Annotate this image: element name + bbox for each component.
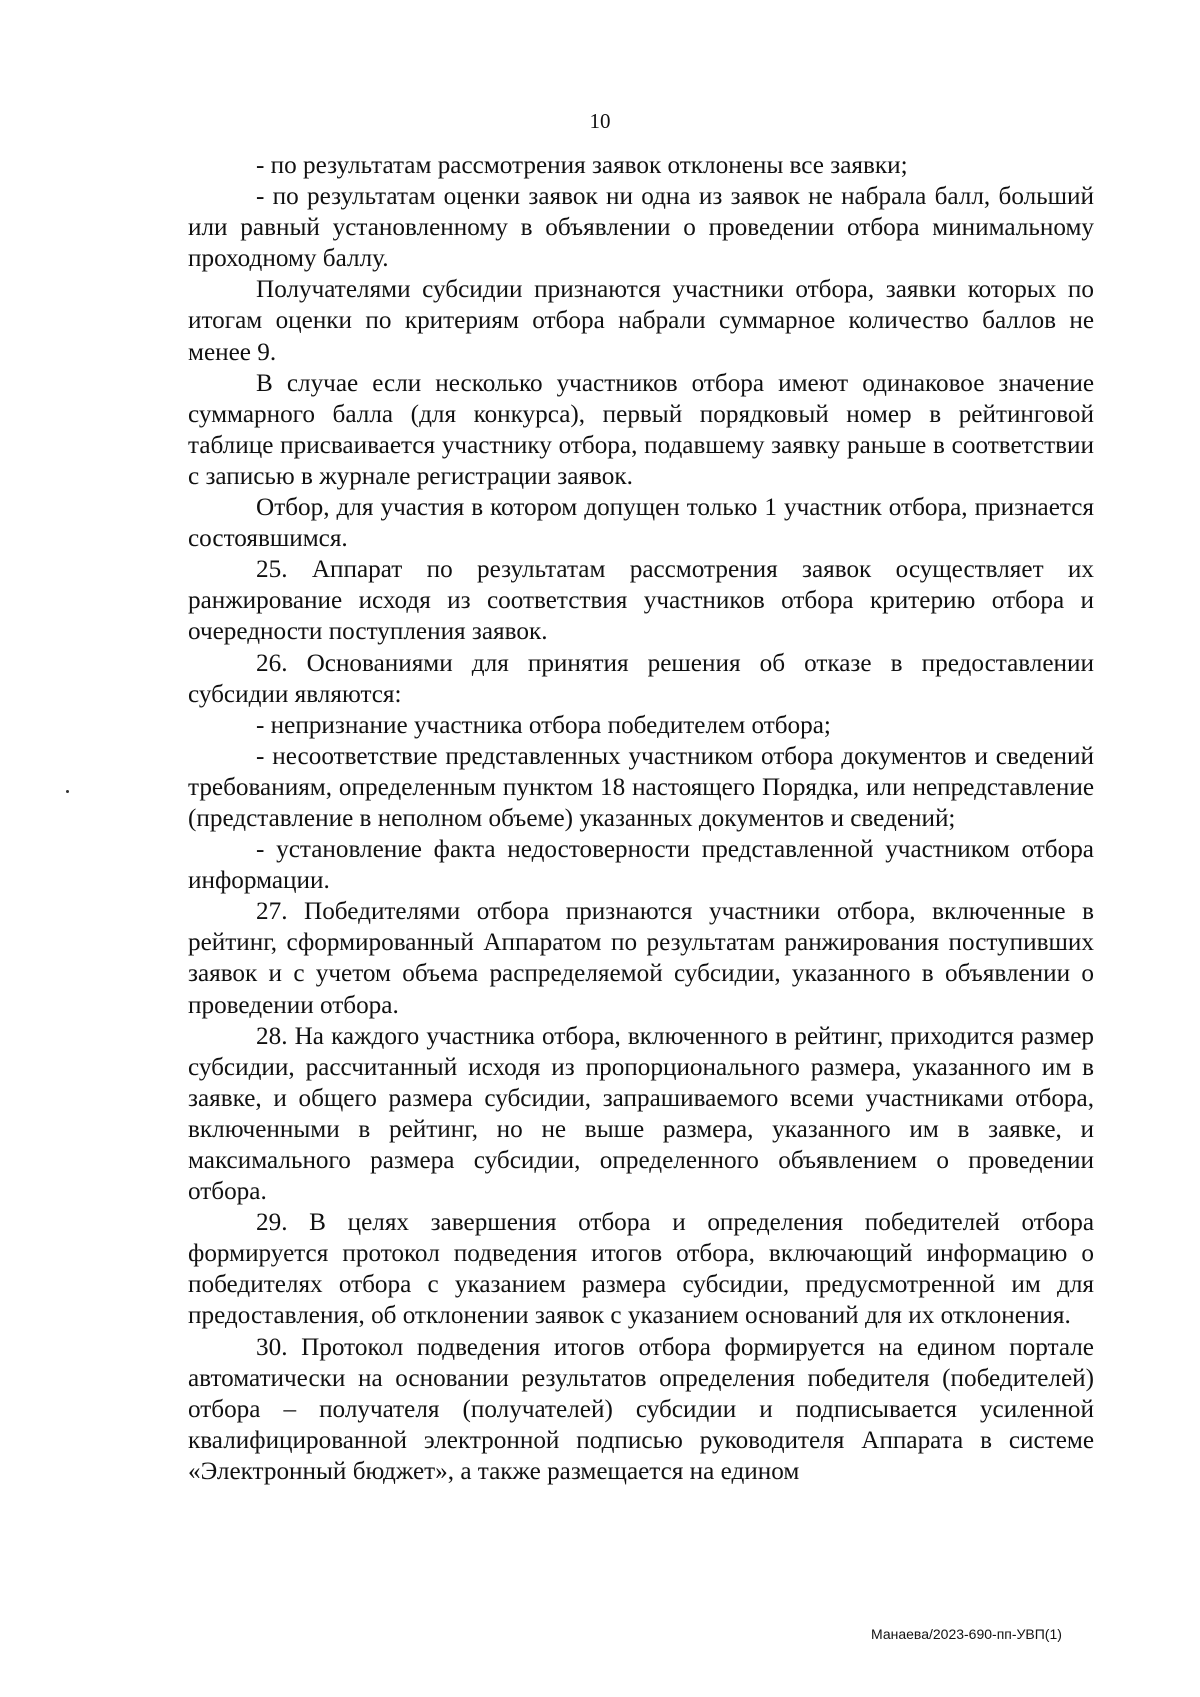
document-body: [188, 150, 1094, 1487]
margin-dot: [66, 790, 69, 793]
paragraph-not-winner: - непризнание участника отбора победителем отбора;: [256, 711, 831, 739]
paragraph-item-25: 25. Аппарат по результатам рассмотрения заявок осуществляет их ранжирование исходя из соответствия участников отбора критерию отбора и очередности поступления заявок.: [188, 556, 1094, 646]
paragraph-all-rejected: - по результатам рассмотрения заявок отклонены все заявки;: [256, 152, 908, 179]
page-number: 10: [589, 109, 611, 133]
paragraph-no-min-score: - по результатам оценки заявок ни одна из заявок не набрала балл, больший или равный установленному в объявлении о проведении отбора минимальному проходному баллу.: [188, 183, 1094, 273]
paragraph-item-28: 28. На каждого участника отбора, включенного в рейтинг, приходится размер субсидии, рассчитанный исходя из пропорционального размера, указанного им в заявке, и общего размера субсидии, запрашиваемого всеми участниками отбора, включенными в рейтинг, но не выше размера, указанного им в заявке, и максимального размера субсидии, определенного объявлением о проведении отбора.: [188, 1022, 1094, 1206]
paragraph-item-29: 29. В целях завершения отбора и определения победителей отбора формируется протокол подведения итогов отбора, включающий информацию о победителях отбора с указанием размера субсидии, предусмотренной им для предоставления, об отклонении заявок с указанием оснований для их отклонения.: [188, 1209, 1094, 1330]
paragraph-recipients: Получателями субсидии признаются участники отбора, заявки которых по итогам оценки по критериям отбора набрали суммарное количество баллов не менее 9.: [188, 276, 1094, 366]
paragraph-item-30: 30. Протокол подведения итогов отбора формируется на едином портале автоматически на основании результатов определения победителя (победителей) отбора – получателя (получателей) субсидии и подписывается усиленной квалифицированной электронной подписью руководителя Аппарата в системе «Электронный бюджет», а также размещается на едином: [188, 1333, 1094, 1485]
paragraph-equal-score: В случае если несколько участников отбора имеют одинаковое значение суммарного балла (для конкурса), первый порядковый номер в рейтинговой таблице присваивается участнику отбора, подавшему заявку раньше в соответствии с записью в журнале регистрации заявок.: [188, 369, 1094, 490]
paragraph-item-26: 26. Основаниями для принятия решения об отказе в предоставлении субсидии являются:: [188, 649, 1094, 708]
paragraph-item-27: 27. Победителями отбора признаются участники отбора, включенные в рейтинг, сформированный Аппаратом по результатам ранжирования поступивших заявок и с учетом объема распределяемой субсидии, указанного в объявлении о проведении отбора.: [188, 898, 1094, 1019]
paragraph-docs-mismatch: - несоответствие представленных участником отбора документов и сведений требованиям, определенным пунктом 18 настоящего Порядка, или непредставление (представление в неполном объеме) указанных документов и сведений;: [188, 742, 1094, 832]
paragraph-false-info: - установление факта недостоверности представленной участником отбора информации.: [188, 836, 1094, 895]
paragraph-single-participant: Отбор, для участия в котором допущен только 1 участник отбора, признается состоявшимся.: [188, 494, 1094, 553]
footer-stamp: Манаева/2023-690-пп-УВП(1): [871, 1626, 1062, 1642]
